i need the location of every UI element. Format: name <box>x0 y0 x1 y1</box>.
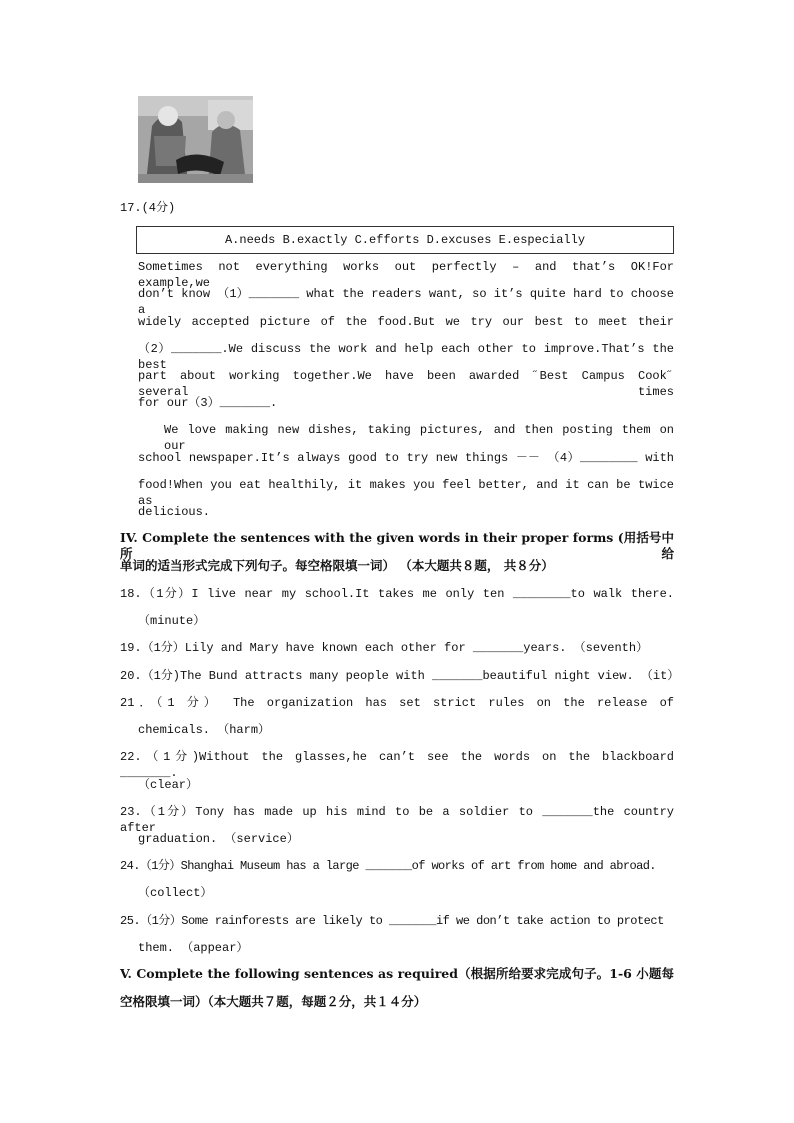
question-19: 19.（1分）Lily and Mary have known each other for _______years. （seventh） <box>120 641 649 655</box>
question-24-hint: （collect） <box>138 886 213 900</box>
question-18-hint: （minute） <box>138 614 206 628</box>
passage-line: delicious. <box>138 505 211 519</box>
passage-line: for our（3）_______. <box>138 396 278 410</box>
question-23-hint: graduation. （service） <box>138 832 299 846</box>
question-22: 22.（1分)Without the glasses,he can’t see the words on the blackboard _______. <box>120 750 674 780</box>
word-options: A.needs B.exactly C.efforts D.excuses E.especially <box>224 233 586 247</box>
word-options-box <box>136 226 674 254</box>
passage-line: Sometimes not everything works out perfectly – and that’s OK!For example,we <box>138 260 674 290</box>
question-18: 18.（1分）I live near my school.It takes me only ten ________to walk there. <box>120 587 674 601</box>
question-21-hint: chemicals. （harm） <box>138 723 271 737</box>
question-22-hint: （clear） <box>138 778 199 792</box>
question-20: 20.（1分)The Bund attracts many people with _______beautiful night view. （it） <box>120 669 680 683</box>
passage-line: don’t know （1）_______ what the readers want, so it’s quite hard to choose a <box>138 287 674 317</box>
passage-line: We love making new dishes, taking pictures, and then posting them on our <box>164 423 674 453</box>
passage-line: food!When you eat healthily, it makes you feel better, and it can be twice as <box>138 478 674 508</box>
section-iv-heading-cont: 单词的适当形式完成下列句子。每空格限填一词） （本大题共８题， 共８分） <box>120 558 554 573</box>
section-v-heading: V. Complete the following sentences as required（根据所给要求完成句子。1-6 小题每 <box>120 966 674 981</box>
passage-line: part about working together.We have been awarded ˝Best Campus Cook˝ several times <box>138 369 674 399</box>
question-23: 23.（1分）Tony has made up his mind to be a soldier to _______the country after <box>120 805 674 835</box>
passage-line: （2）_______.We discuss the work and help each other to improve.That’s the best <box>138 342 674 372</box>
question-25: 25.（1分）Some rainforests are likely to _______if we don’t take action to protect <box>120 914 664 928</box>
passage-line: school newspaper.It’s always good to try new things －－ （4）________ with <box>138 451 674 465</box>
section-iv-heading: IV. Complete the sentences with the given words in their proper forms (用括号中所给 <box>120 530 674 561</box>
kitchen-photo <box>138 96 253 183</box>
section-v-heading-cont: 空格限填一词）（本大题共７题，每题２分，共１４分） <box>120 994 427 1009</box>
passage-line: widely accepted picture of the food.But we try our best to meet their <box>138 315 674 329</box>
question-21: 21．（1 分） The organization has set strict rules on the release of <box>120 696 674 710</box>
question-25-hint: them. （appear） <box>138 941 249 955</box>
question-24: 24.（1分）Shanghai Museum has a large _______of works of art from home and abroad. <box>120 859 656 873</box>
question-17-label: 17.(4分) <box>120 201 176 215</box>
